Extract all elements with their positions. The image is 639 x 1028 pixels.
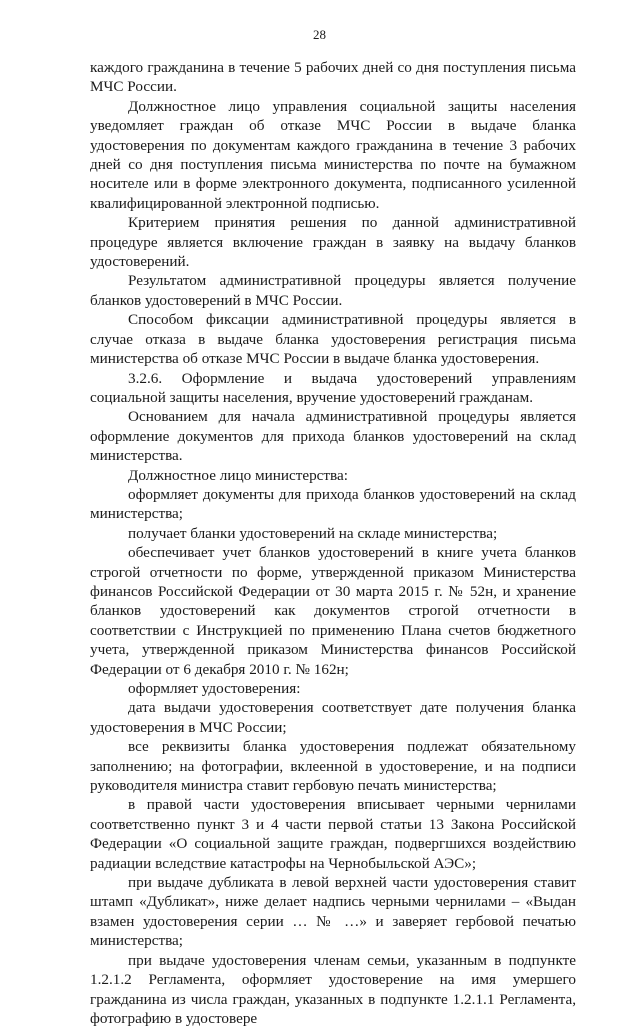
paragraph-fixation-method: Способом фиксации административной процедуры является в случае отказа в выдаче бланка удостоверения регистрация письма министерства об отказе МЧС России в выдаче бланка удостоверения.: [90, 311, 576, 368]
list-item-duplicate: при выдаче дубликата в левой верхней части удостоверения ставит штамп «Дубликат», ниже делает надпись черными чернилами – «Выдан взамен удостоверения серии … № …» и заверяет гербовой печатью министерства;: [90, 874, 576, 950]
paragraph-ministry-official: Должностное лицо министерства:: [128, 466, 348, 484]
paragraph-procedure-result: Результатом административной процедуры является получение бланков удостоверений в МЧС России.: [90, 272, 576, 309]
list-item-family-members: при выдаче удостоверения членам семьи, указанным в подпункте 1.2.1.2 Регламента, оформляет удостоверение на имя умершего гражданина из числа граждан, указанных в подпункте 1.2.1.1 Регламента, фотографию в удостовере: [90, 951, 576, 1027]
list-item-prepare-documents: оформляет документы для прихода бланков удостоверений на склад министерства;: [90, 485, 576, 523]
list-item-right-part: в правой части удостоверения вписывает черными чернилами соответственно пункт 3 и 4 части первой статьи 13 Закона Российской Федерации «О социальной защите граждан, подвергшихся воздействию радиации вследствие катастрофы на Чернобыльской АЭС»;: [90, 796, 576, 872]
list-item-requisites: все реквизиты бланка удостоверения подлежат обязательному заполнению; на фотографии, вклеенной в удостоверение, и на подписи руководителя министра ставит гербовую печать министерства;: [90, 738, 576, 795]
paragraph-continuation: каждого гражданина в течение 5 рабочих дней со дня поступления письма МЧС России.: [90, 59, 576, 96]
list-item-issue-certificates: оформляет удостоверения:: [128, 680, 301, 697]
page-number: 28: [313, 27, 326, 42]
paragraph-procedure-basis: Основанием для начала административной процедуры является оформление документов для прихода бланков удостоверений на склад министерства.: [90, 408, 576, 465]
list-item-issue-date: дата выдачи удостоверения соответствует дате получения бланка удостоверения в МЧС России;: [90, 699, 576, 736]
paragraph-refusal-notice: Должностное лицо управления социальной защиты населения уведомляет граждан об отказе МЧС России в выдаче бланка удостоверения по документам каждого гражданина в течение 3 рабочих дней со дня поступления письма министерства по почте на бумажном носителе или в форме электронного документа, подписанного усиленной квалифицированной электронной подписью.: [90, 97, 576, 212]
paragraph-section-3-2-6: 3.2.6. Оформление и выдача удостоверений управлениям социальной защиты населения, вручение удостоверений гражданам.: [90, 369, 576, 406]
list-item-accounting: обеспечивает учет бланков удостоверений в книге учета бланков строгой отчетности по форме, утвержденной приказом Министерства финансов Российской Федерации от 30 марта 2015 г. № 52н, и хранение бланков удостоверений как документов строгой отчетности в соответствии с Инструкцией по применению Плана счетов бюджетного учета, утвержденной приказом Министерства финансов Российской Федерации от 6 декабря 2010 г. № 162н;: [90, 544, 576, 678]
list-item-receive-blanks: получает бланки удостоверений на складе министерства;: [128, 524, 498, 542]
document-body: [90, 58, 576, 1028]
paragraph-decision-criterion: Критерием принятия решения по данной административной процедуре является включение граждан в заявку на выдачу бланков удостоверений.: [90, 214, 576, 271]
